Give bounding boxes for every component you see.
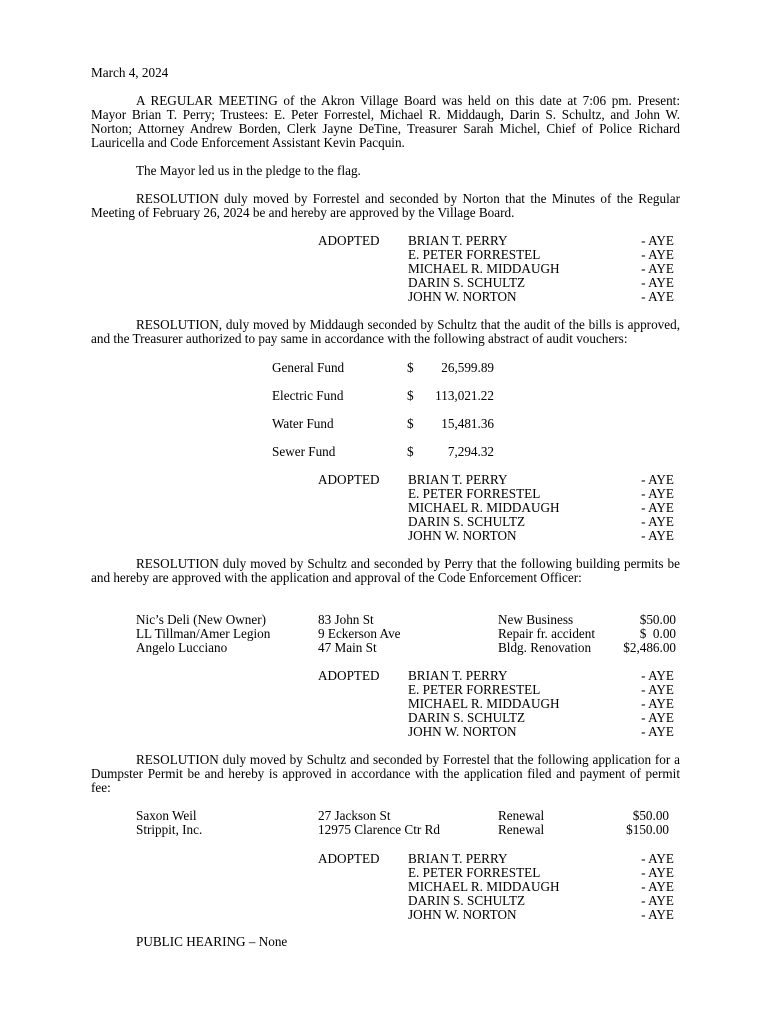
- vote-value: - AYE: [641, 710, 674, 725]
- trustee-name: E. PETER FORRESTEL: [408, 486, 541, 501]
- permit-type: Repair fr. accident: [498, 626, 596, 641]
- fund-currency: $: [407, 388, 414, 403]
- fund-name: Water Fund: [272, 416, 334, 431]
- trustee-name: E. PETER FORRESTEL: [408, 682, 541, 697]
- permit-address: 9 Eckerson Ave: [318, 626, 401, 641]
- vote-value: - AYE: [641, 851, 674, 866]
- permit-fee: $50.00: [639, 612, 676, 627]
- permit-address: 12975 Clarence Ctr Rd: [318, 822, 440, 837]
- fund-name: Electric Fund: [272, 388, 344, 403]
- trustee-name: MICHAEL R. MIDDAUGH: [408, 879, 560, 894]
- trustee-name: BRIAN T. PERRY: [408, 851, 508, 866]
- vote-value: - AYE: [641, 879, 674, 894]
- vote-row: [408, 501, 674, 515]
- resolution-building-text: RESOLUTION duly moved by Schultz and seconded by Perry that the following building permits be and hereby are approved with the application and approval of the Code Enforcement Officer:: [91, 556, 680, 585]
- fund-amount: 7,294.32: [447, 444, 494, 459]
- vote-value: - AYE: [641, 893, 674, 908]
- table-row: [0, 641, 770, 655]
- vote-value: - AYE: [641, 907, 674, 922]
- fund-row: [0, 417, 770, 431]
- table-row: [0, 613, 770, 627]
- fund-currency: $: [407, 416, 414, 431]
- resolution-dumpster-permit: [91, 753, 680, 795]
- vote-value: - AYE: [641, 500, 674, 515]
- trustee-name: JOHN W. NORTON: [408, 528, 517, 543]
- vote-row: [408, 473, 674, 487]
- permit-applicant: Saxon Weil: [136, 808, 197, 823]
- vote-row: [408, 290, 674, 304]
- vote-value: - AYE: [641, 261, 674, 276]
- fund-row: [0, 445, 770, 459]
- trustee-name: BRIAN T. PERRY: [408, 472, 508, 487]
- permit-type: Renewal: [498, 808, 545, 823]
- trustee-name: JOHN W. NORTON: [408, 289, 517, 304]
- building-permits-table: [0, 613, 770, 655]
- resolution-minutes-text: RESOLUTION duly moved by Forrestel and seconded by Norton that the Minutes of the Regular Meeting of February 26, 2024 be and hereby are approved by the Village Board.: [91, 191, 680, 220]
- fund-amount: 113,021.22: [435, 388, 494, 403]
- fund-row: [0, 361, 770, 375]
- fund-row: [0, 389, 770, 403]
- vote-row: [408, 711, 674, 725]
- meeting-date: March 4, 2024: [91, 65, 169, 80]
- vote-row: [408, 529, 674, 543]
- vote-row: [408, 908, 674, 922]
- intro-paragraph: [91, 94, 680, 150]
- permit-fee: $ 0.00: [639, 626, 676, 641]
- trustee-name: BRIAN T. PERRY: [408, 233, 508, 248]
- permit-fee: $2,486.00: [623, 640, 676, 655]
- vote-value: - AYE: [641, 865, 674, 880]
- resolution-building-permits: [91, 557, 680, 585]
- permit-type: Bldg. Renovation: [498, 640, 592, 655]
- resolution-minutes: [91, 192, 680, 220]
- trustee-name: MICHAEL R. MIDDAUGH: [408, 500, 560, 515]
- trustee-name: DARIN S. SCHULTZ: [408, 514, 526, 529]
- vote-row: [408, 276, 674, 290]
- permit-address: 47 Main St: [318, 640, 377, 655]
- vote-value: - AYE: [641, 247, 674, 262]
- permit-address: 27 Jackson St: [318, 808, 391, 823]
- vote-value: - AYE: [641, 486, 674, 501]
- permit-fee: $50.00: [632, 808, 669, 823]
- adopted-label: ADOPTED: [318, 233, 380, 248]
- vote-value: - AYE: [641, 472, 674, 487]
- vote-row: [408, 669, 674, 683]
- adopted-label: ADOPTED: [318, 851, 380, 866]
- fund-amount: 26,599.89: [441, 360, 494, 375]
- fund-amount: 15,481.36: [441, 416, 494, 431]
- vote-row: [408, 515, 674, 529]
- vote-value: - AYE: [641, 696, 674, 711]
- vote-value: - AYE: [641, 668, 674, 683]
- trustee-name: DARIN S. SCHULTZ: [408, 710, 526, 725]
- trustee-name: E. PETER FORRESTEL: [408, 247, 541, 262]
- resolution-audit: [91, 318, 680, 346]
- permit-type: New Business: [498, 612, 574, 627]
- trustee-name: JOHN W. NORTON: [408, 907, 517, 922]
- vote-value: - AYE: [641, 724, 674, 739]
- resolution-audit-text: RESOLUTION, duly moved by Middaugh seconded by Schultz that the audit of the bills is approved, and the Treasurer authorized to pay same in accordance with the following abstract of audit vouchers:: [91, 317, 680, 346]
- vote-value: - AYE: [641, 289, 674, 304]
- vote-row: [408, 234, 674, 248]
- vote-value: - AYE: [641, 233, 674, 248]
- permit-applicant: Strippit, Inc.: [136, 822, 203, 837]
- trustee-name: DARIN S. SCHULTZ: [408, 893, 526, 908]
- table-row: [0, 809, 770, 823]
- fund-currency: $: [407, 444, 414, 459]
- fund-name: General Fund: [272, 360, 345, 375]
- permit-applicant: LL Tillman/Amer Legion: [136, 626, 271, 641]
- vote-row: [408, 683, 674, 697]
- adopted-label: ADOPTED: [318, 668, 380, 683]
- fund-currency: $: [407, 360, 414, 375]
- table-row: [0, 823, 770, 837]
- vote-row: [408, 880, 674, 894]
- vote-row: [408, 894, 674, 908]
- vote-value: - AYE: [641, 528, 674, 543]
- permit-type: Renewal: [498, 822, 545, 837]
- table-row: [0, 627, 770, 641]
- trustee-name: DARIN S. SCHULTZ: [408, 275, 526, 290]
- trustee-name: JOHN W. NORTON: [408, 724, 517, 739]
- vote-row: [408, 725, 674, 739]
- pledge-text: The Mayor led us in the pledge to the flag.: [136, 163, 361, 178]
- vote-row: [408, 262, 674, 276]
- vote-value: - AYE: [641, 514, 674, 529]
- vote-value: - AYE: [641, 275, 674, 290]
- permit-fee: $150.00: [626, 822, 669, 837]
- vote-row: [408, 248, 674, 262]
- vote-row: [408, 852, 674, 866]
- fund-name: Sewer Fund: [272, 444, 336, 459]
- resolution-dumpster-text: RESOLUTION duly moved by Schultz and seconded by Forrestel that the following application for a Dumpster Permit be and hereby is approved in accordance with the application filed and payment of permit fee:: [91, 752, 680, 795]
- permit-applicant: Nic’s Deli (New Owner): [136, 612, 267, 627]
- vote-value: - AYE: [641, 682, 674, 697]
- intro-text: A REGULAR MEETING of the Akron Village Board was held on this date at 7:06 pm. Present: Mayor Brian T. Perry; Trustees: E. Peter Forrestel, Michael R. Middaugh, Darin S. Schultz, and John W. Norton; Attorney Andrew Borden, Clerk Jayne DeTine, Treasurer Sarah Michel, Chief of Police Richard Lauricella and Code Enforcement Assistant Kevin Pacquin.: [91, 93, 680, 150]
- permit-applicant: Angelo Lucciano: [136, 640, 228, 655]
- vote-row: [408, 487, 674, 501]
- vote-row: [408, 866, 674, 880]
- adopted-label: ADOPTED: [318, 472, 380, 487]
- trustee-name: BRIAN T. PERRY: [408, 668, 508, 683]
- trustee-name: MICHAEL R. MIDDAUGH: [408, 261, 560, 276]
- dumpster-permits-table: [0, 809, 770, 837]
- trustee-name: E. PETER FORRESTEL: [408, 865, 541, 880]
- vote-row: [408, 697, 674, 711]
- public-hearing-heading: PUBLIC HEARING – None: [136, 934, 288, 949]
- trustee-name: MICHAEL R. MIDDAUGH: [408, 696, 560, 711]
- permit-address: 83 John St: [318, 612, 374, 627]
